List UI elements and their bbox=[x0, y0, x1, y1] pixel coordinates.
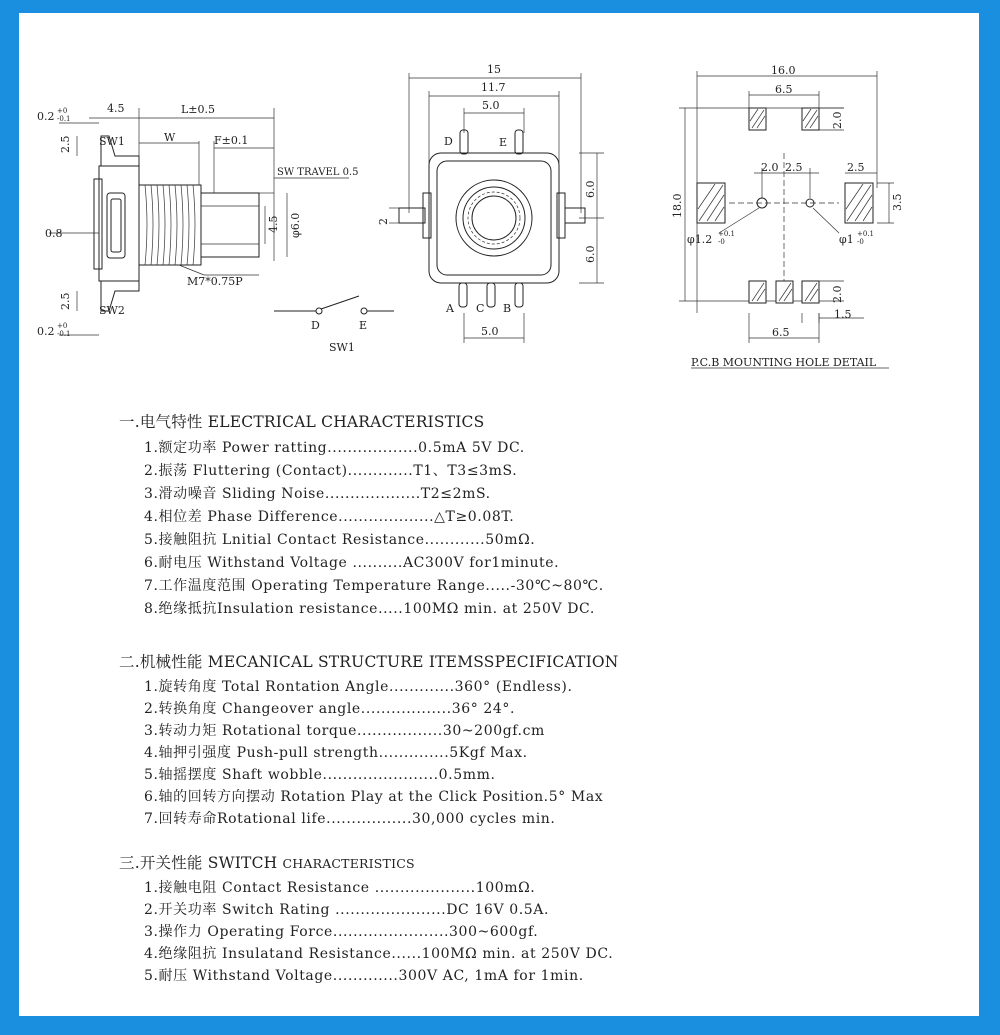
dim-bottom-thickness: 0.2 bbox=[37, 325, 55, 338]
pin-b bbox=[515, 283, 523, 307]
dim-6-5-top: 6.5 bbox=[775, 83, 793, 96]
dim-6-0-lower: 6.0 bbox=[584, 245, 597, 263]
shaft-knurl bbox=[472, 196, 516, 240]
spec-item: 7.回转寿命Rotational life.................30,000 cycles min. bbox=[144, 811, 556, 827]
spec-item: 5.轴摇摆度 Shaft wobble.......................0.5mm. bbox=[144, 767, 496, 783]
front-pin-c: C bbox=[476, 302, 485, 315]
dim-6-0-upper: 6.0 bbox=[584, 180, 597, 198]
pcb-mounting-detail bbox=[671, 64, 904, 369]
dim-2-0-top: 2.0 bbox=[831, 111, 844, 129]
dim-6-5-bottom: 6.5 bbox=[772, 326, 790, 339]
dim-0-8: 0.8 bbox=[45, 227, 63, 240]
section-title-electrical: 一.电气特性 ELECTRICAL CHARACTERISTICS bbox=[119, 413, 485, 431]
svg-text:-0.1: -0.1 bbox=[57, 330, 71, 338]
dim-phi6: φ6.0 bbox=[289, 212, 302, 238]
dim-4-5: 4.5 bbox=[107, 102, 125, 115]
spec-item: 2.振荡 Fluttering (Contact).............T1、T3≤3mS. bbox=[144, 463, 518, 479]
svg-text:+0.1: +0.1 bbox=[718, 230, 735, 238]
schematic-label: SW1 bbox=[329, 341, 355, 354]
pin-d bbox=[460, 130, 468, 154]
encoder-body bbox=[429, 153, 559, 283]
dim-3-5: 3.5 bbox=[891, 193, 904, 211]
dim-F: F±0.1 bbox=[214, 134, 249, 147]
side-view-drawing bbox=[37, 102, 358, 338]
dim-2-0-mid: 2.0 bbox=[761, 161, 779, 174]
pin-e bbox=[515, 130, 523, 154]
pin-c bbox=[487, 283, 495, 307]
spec-item: 4.相位差 Phase Difference...................△T≥0.08T. bbox=[144, 509, 515, 525]
spec-item: 6.轴的回转方向摆动 Rotation Play at the Click Position.5° Max bbox=[144, 789, 604, 805]
svg-text:-0: -0 bbox=[857, 238, 864, 246]
label-thread: M7*0.75P bbox=[187, 275, 243, 288]
front-pin-b: B bbox=[503, 302, 512, 315]
spec-item: 5.耐压 Withstand Voltage.............300V AC, 1mA for 1min. bbox=[144, 968, 584, 984]
hole-left-dim: φ1.2 bbox=[687, 233, 713, 246]
label-sw1-side: SW1 bbox=[99, 135, 125, 148]
front-pin-a: A bbox=[446, 302, 454, 315]
spec-item: 5.接触阻抗 Lnitial Contact Resistance............50mΩ. bbox=[144, 532, 536, 548]
svg-text:+0: +0 bbox=[57, 107, 68, 115]
dim-2-0-bottom: 2.0 bbox=[831, 285, 844, 303]
spec-item: 1.旋转角度 Total Rontation Angle.............360° (Endless). bbox=[144, 679, 573, 695]
section-title-mechanical: 二.机械性能 MECANICAL STRUCTURE ITEMSSPECIFICATION bbox=[119, 653, 619, 671]
dim-L: L±0.5 bbox=[181, 103, 216, 116]
dim-2-5-right: 2.5 bbox=[847, 161, 865, 174]
dim-top-thickness: 0.2 bbox=[37, 110, 55, 123]
shaft bbox=[201, 193, 259, 257]
dim-W: W bbox=[164, 131, 176, 144]
svg-text:-0.1: -0.1 bbox=[57, 115, 71, 123]
spec-sheet bbox=[19, 13, 979, 1016]
dim-18: 18.0 bbox=[671, 193, 684, 218]
spec-item: 2.开关功率 Switch Rating ......................DC 16V 0.5A. bbox=[144, 902, 550, 918]
dim-16: 16.0 bbox=[771, 64, 796, 77]
dim-1-5: 1.5 bbox=[834, 308, 852, 321]
dim-15: 15 bbox=[487, 63, 501, 76]
spec-item: 4.轴押引强度 Push-pull strength..............5Kgf Max. bbox=[144, 745, 528, 761]
svg-text:-0: -0 bbox=[718, 238, 725, 246]
label-sw-travel: SW TRAVEL 0.5 bbox=[277, 167, 359, 178]
label-sw2: SW2 bbox=[99, 304, 125, 317]
dim-2-5-bottom: 2.5 bbox=[59, 292, 72, 310]
spec-item: 2.转换角度 Changeover angle..................36° 24°. bbox=[144, 701, 516, 717]
shaft-outer-ring bbox=[456, 180, 532, 256]
spec-item: 1.接触电阻 Contact Resistance ....................100mΩ. bbox=[144, 880, 536, 896]
svg-text:+0: +0 bbox=[57, 322, 68, 330]
side-flange bbox=[94, 179, 102, 269]
pin-a bbox=[459, 283, 467, 307]
spec-item: 3.转动力矩 Rotational torque.................30~200gf.cm bbox=[144, 723, 545, 739]
pcb-caption: P.C.B MOUNTING HOLE DETAIL bbox=[691, 356, 877, 369]
spec-item: 4.绝缘阻抗 Insulatand Resistance......100MΩ min. at 250V DC. bbox=[144, 946, 614, 962]
schematic-pin-e: E bbox=[359, 319, 368, 332]
spec-item: 7.工作温度范围 Operating Temperature Range.....-30℃~80℃. bbox=[144, 578, 604, 594]
dim-2-5-top: 2.5 bbox=[59, 135, 72, 153]
spec-item: 8.绝缘抵抗Insulation resistance.....100MΩ min. at 250V DC. bbox=[144, 601, 595, 617]
schematic-pin-d: D bbox=[311, 319, 320, 332]
switch-schematic bbox=[274, 296, 394, 354]
front-pin-e: E bbox=[499, 136, 508, 149]
side-body bbox=[99, 166, 139, 281]
side-window bbox=[107, 193, 125, 258]
svg-text:+0.1: +0.1 bbox=[857, 230, 874, 238]
spec-item: 6.耐电压 Withstand Voltage ..........AC300V for1minute. bbox=[144, 555, 560, 571]
technical-drawings bbox=[19, 13, 979, 413]
front-view-drawing bbox=[377, 63, 604, 343]
spec-item: 1.额定功率 Power ratting..................0.5mA 5V DC. bbox=[144, 440, 525, 456]
dim-2: 2 bbox=[377, 218, 390, 225]
front-pin-d: D bbox=[444, 135, 453, 148]
spec-item: 3.操作力 Operating Force.......................300~600gf. bbox=[144, 924, 539, 940]
dim-2-5-mid: 2.5 bbox=[785, 161, 803, 174]
hole-right-dim: φ1 bbox=[839, 233, 854, 246]
dim-4-5-shaft: 4.5 bbox=[267, 215, 280, 233]
section-title-switch: 三.开关性能 SWITCH CHARACTERISTICS bbox=[119, 854, 415, 872]
dim-11-7: 11.7 bbox=[481, 81, 506, 94]
spec-item: 3.滑动噪音 Sliding Noise...................T2≤2mS. bbox=[144, 486, 491, 502]
dim-5-0-bottom: 5.0 bbox=[481, 325, 499, 338]
dim-5-0-top: 5.0 bbox=[482, 99, 500, 112]
